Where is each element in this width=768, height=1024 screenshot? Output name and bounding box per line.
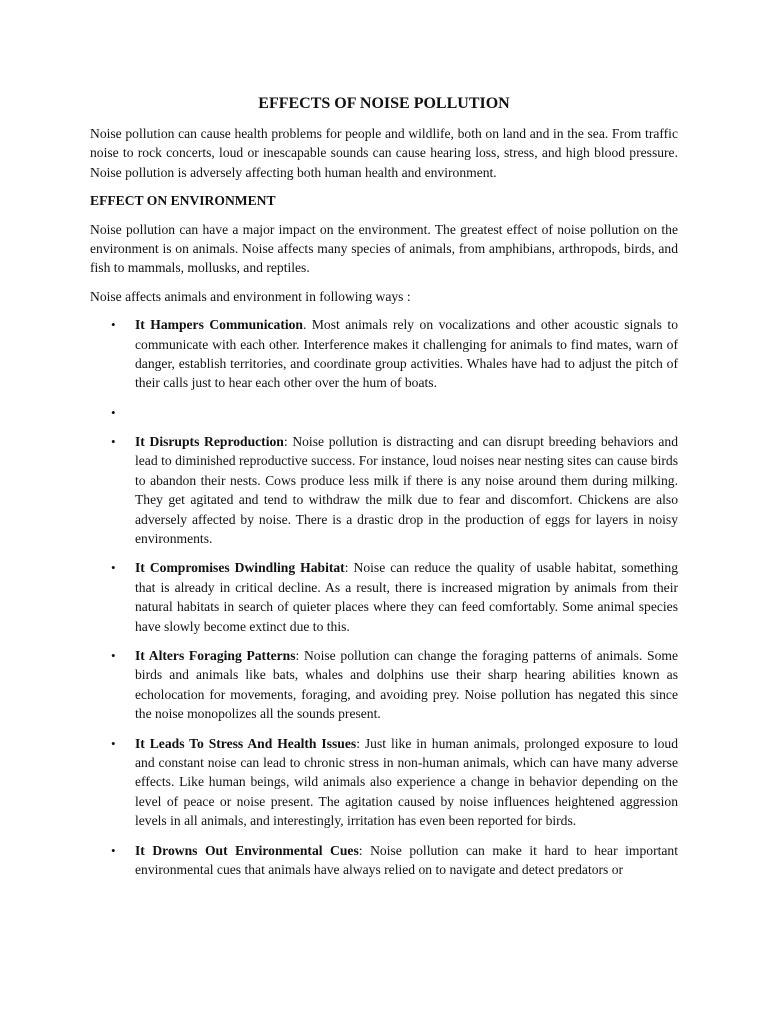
list-item [90, 646, 678, 724]
intro-paragraph: Noise pollution can cause health problems for people and wildlife, both on land and in the sea. From traffic noise to rock concerts, loud or inescapable sounds can cause hearing loss, stress, and high blood pressure. Noise pollution is adversely affecting both human health and environment. [90, 126, 678, 180]
list-item [90, 841, 678, 880]
item-text: : Noise can reduce the quality of usable habitat, something that is already in critical decline. As a result, there is increased migration by animals from their natural habitats in search of quieter places where they can feed comfortably. Some animal species have slowly become extinct due to this. [135, 560, 679, 634]
section-heading: EFFECT ON ENVIRONMENT [90, 193, 276, 209]
item-text: : Noise pollution can change the foraging patterns of animals. Some birds and animals like bats, whales and dolphins use their sharp hearing abilities known as echolocation for movements, foraging, and avoiding prey. Noise pollution has negated this since the noise monopolizes all the sounds present. [135, 647, 678, 722]
item-term: It Alters Foraging Patterns [135, 647, 296, 663]
effects-list [90, 315, 678, 879]
list-item [90, 432, 678, 548]
item-text: . Most animals rely on vocalizations and other acoustic signals to communicate with each other. Interference makes it challenging for animals to find mates, warn of danger, establish territories, and coordinate group activities. Whales have had to adjust the pitch of their calls just to hear each other over the hum of boats. [135, 317, 678, 391]
section-paragraph: Noise pollution can have a major impact on the environment. The greatest effect of noise pollution on the environment is on animals. Noise affects many species of animals, from amphibians, arthropods, birds, and fish to mammals, mollusks, and reptiles. [90, 221, 678, 276]
item-text: : Noise pollution can make it hard to hear important environmental cues that animals have always relied on to navigate and detect predators or [135, 842, 678, 877]
bullet-icon: • [111, 842, 116, 858]
bullet-icon: • [111, 647, 116, 663]
item-text: : Noise pollution is distracting and can disrupt breeding behaviors and lead to diminished reproductive success. For instance, loud noises near nesting sites can cause birds to abandon their nests. Cows produce less milk if there is any noise around them during milking. They get agitated and tend to withdraw the milk due to fear and discomfort. Chickens are also adversely affected by noise. There is a drastic drop in the production of eggs for layers in noisy environments. [135, 433, 678, 546]
list-item-empty [90, 403, 678, 422]
bullet-icon: • [111, 735, 116, 751]
item-text: : Just like in human animals, prolonged exposure to loud and constant noise can lead to chronic stress in non-human animals, which can have many adverse effects. Like human beings, wild animals also experience a change in behavior depending on the level of peace or noise present. The agitation caused by noise influences heightened aggression levels in all animals, and interestingly, irritation has even been reported for birds. [135, 735, 678, 829]
list-item [90, 558, 678, 636]
item-term: It Hampers Communication [135, 317, 303, 333]
item-term: It Disrupts Reproduction [135, 433, 284, 449]
document-title: EFFECTS OF NOISE POLLUTION [258, 95, 510, 112]
item-term: It Leads To Stress And Health Issues [135, 735, 357, 751]
bullet-icon: • [111, 560, 116, 576]
list-item [90, 315, 678, 393]
bullet-icon: • [111, 404, 116, 420]
bullet-icon: • [111, 433, 116, 449]
bullet-icon: • [111, 317, 116, 333]
document-page [90, 94, 678, 889]
item-term: It Compromises Dwindling Habitat [135, 560, 345, 576]
list-intro: Noise affects animals and environment in following ways : [90, 288, 411, 304]
item-term: It Drowns Out Environmental Cues [135, 842, 359, 858]
list-item [90, 734, 678, 831]
